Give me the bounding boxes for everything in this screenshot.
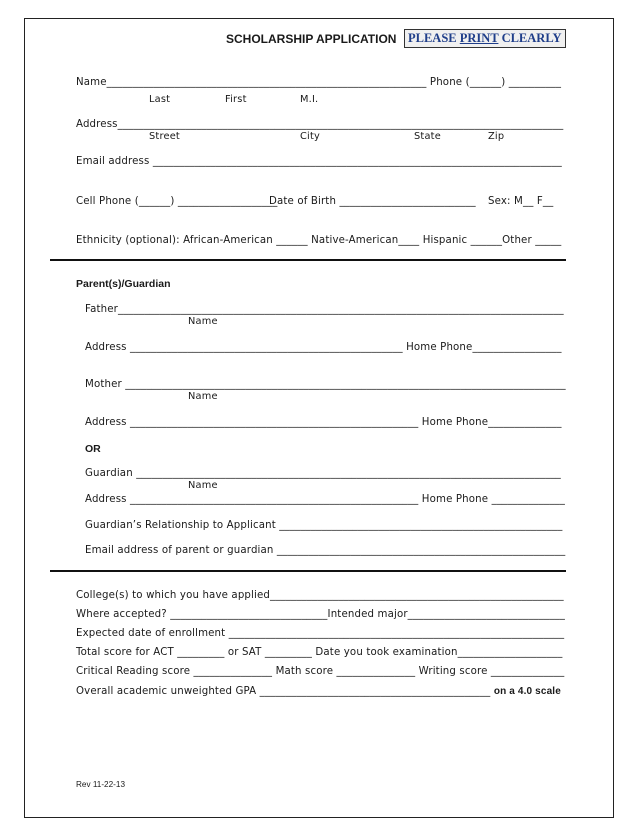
address-sub-state: State — [414, 131, 441, 142]
section-scores-field[interactable]: Critical Reading score _______________ Math score _______________ Writing score ______________ — [76, 666, 565, 677]
colleges-applied-field[interactable]: College(s) to which you have applied________________________________________________________ — [76, 590, 564, 601]
guardian-name-field[interactable]: Guardian _________________________________________________________________________________ — [85, 468, 561, 479]
section-divider — [50, 259, 566, 261]
guardian-address-field[interactable]: Address _______________________________________________________ Home Phone ______________ — [85, 494, 565, 505]
enrollment-date-field[interactable]: Expected date of enrollment ________________________________________________________________ — [76, 628, 565, 639]
gpa-field[interactable] — [76, 686, 561, 697]
address-field[interactable]: Address_____________________________________________________________________________________ — [76, 119, 564, 130]
notice-please: PLEASE — [408, 31, 457, 45]
print-clearly-notice — [404, 29, 566, 48]
page-title: SCHOLARSHIP APPLICATION — [226, 32, 397, 46]
name-sub-last: Last — [149, 94, 171, 105]
father-address-field[interactable]: Address ____________________________________________________ Home Phone_________________ — [85, 342, 562, 353]
cell-phone-field[interactable]: Cell Phone (______) ___________________ — [76, 196, 278, 207]
test-scores-field[interactable]: Total score for ACT _________ or SAT _________ Date you took examination____________________ — [76, 647, 563, 658]
name-sub-first: First — [225, 94, 247, 105]
parent-guardian-heading: Parent(s)/Guardian — [76, 278, 171, 290]
or-label: OR — [85, 443, 101, 455]
email-field[interactable]: Email address ______________________________________________________________________________ — [76, 156, 562, 167]
address-sub-street: Street — [149, 131, 180, 142]
mother-name-field[interactable]: Mother ____________________________________________________________________________________ — [85, 379, 566, 390]
notice-print: PRINT — [459, 31, 499, 45]
ethnicity-field[interactable]: Ethnicity (optional): African-American ______ Native-American____ Hispanic ______Other _____ — [76, 235, 562, 246]
address-sub-zip: Zip — [488, 131, 505, 142]
gpa-scale: on a 4.0 scale — [493, 686, 561, 697]
mother-address-field[interactable]: Address _______________________________________________________ Home Phone______________ — [85, 417, 562, 428]
guardian-name-sub: Name — [188, 480, 218, 491]
name-field[interactable]: Name_____________________________________________________________ Phone (______) __________ — [76, 77, 562, 88]
gpa-line: Overall academic unweighted GPA ____________________________________________ — [76, 686, 491, 697]
date-of-birth-field[interactable]: Date of Birth __________________________ — [269, 196, 476, 207]
guardian-relationship-field[interactable]: Guardian’s Relationship to Applicant ______________________________________________________ — [85, 520, 563, 531]
mother-name-sub: Name — [188, 391, 218, 402]
parent-email-field[interactable]: Email address of parent or guardian _______________________________________________________ — [85, 545, 566, 556]
name-sub-mi: M.I. — [300, 94, 319, 105]
sex-field[interactable]: Sex: M__ F__ — [488, 196, 554, 207]
address-sub-city: City — [300, 131, 321, 142]
father-name-sub: Name — [188, 316, 218, 327]
father-name-field[interactable]: Father_____________________________________________________________________________________ — [85, 304, 564, 315]
notice-clearly: CLEARLY — [501, 31, 562, 45]
revision-date: Rev 11-22-13 — [76, 780, 126, 789]
accepted-major-field[interactable]: Where accepted? ______________________________Intended major______________________________ — [76, 609, 565, 620]
section-divider-2 — [50, 570, 566, 572]
